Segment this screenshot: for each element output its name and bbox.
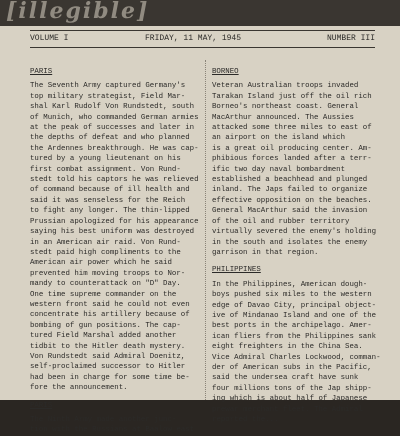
article-body [212,81,384,258]
text-line: said the undersea craft have sunk [212,374,359,383]
text-line: best ports in the archipelago. Amer- [212,322,372,331]
text-line: tured Field Marshal added another [30,332,177,341]
text-line: inland. The Japs failed to organize [212,186,368,195]
text-line: ican fliers from the Philippines sank [212,332,377,341]
text-line: garrison in that region. [212,248,319,257]
text-line: is a great oil producing center. Am- [212,144,372,153]
text-line: The Seventh Army captured Germany's [30,82,186,91]
text-line: of Munich, who commanded German armies [30,113,199,122]
left-column [30,67,200,435]
text-line: prevented him moving troops to Nor- [30,269,186,278]
text-line: in an American air raid. Von Rund- [30,238,181,247]
text-line: the Ardennes breakthrough. He was cap- [30,144,199,153]
text-line: in the south and isolates the enemy [212,238,368,247]
text-line: of command because of ill health and [30,186,190,195]
text-line: shal Karl Rudolf Von Rundstedt, south [30,103,195,112]
issue-date: FRIDAY, 11 MAY, 1945 [145,34,242,43]
text-line: eight freighters in the China Sea. [212,343,363,352]
text-line: stedt told his captors he was relieved [30,176,199,185]
text-line: In the Philippines, American dough- [212,280,368,289]
section-gap [212,258,384,265]
text-line: self-proclaimed successor to Hitler [30,363,186,372]
text-line: attacked some three miles to east of [212,124,372,133]
text-line: Von Rundstedt said Admiral Doenitz, [30,352,186,361]
text-line: had been in charge for some time be- [30,373,190,382]
column-divider [205,60,206,400]
text-line: virtually severed the enemy's holding [212,228,377,237]
text-line: western front said he could not even [30,300,190,309]
text-line: established a beachhead and plunged [212,176,368,185]
section-heading: BORNEO [212,68,239,76]
text-line: One time supreme commander on the [30,290,177,299]
text-line: der of American subs in the Pacific, [212,363,372,372]
text-line: first combat assignment. Von Rund- [30,165,181,174]
text-line: prewar merchant fleet. The Admiral [212,405,363,414]
text-line: Borneo's northeast coast. General [212,103,359,112]
section-heading: PHILIPPINES [212,266,261,275]
text-line: ific two day naval bombardment [212,165,346,174]
text-line: The Ninth Army made another junc- [30,416,177,424]
article-body [212,280,384,426]
article-body [30,81,200,393]
text-line: reported the... [212,416,279,424]
article-body [30,415,200,436]
text-line: American air power which he said [30,259,172,268]
text-line: phibious forces landed after a terr- [212,155,372,164]
text-line: four millions tons of the Jap shipp- [212,384,372,393]
text-line: said it was senseless for the Reich [30,196,186,205]
section-heading: PARIS [30,401,53,410]
text-line: stedt paid high compliments to the [30,248,181,257]
volume-label: VOLUME I [30,34,69,43]
text-line: effective opposition on the beaches. [212,196,372,205]
text-line: ive of Mindanao Island and one of the [212,311,377,320]
text-line: edge of Davao City, principal object- [212,301,377,310]
masthead [0,0,400,26]
text-line: MacArthur announced. The Aussies [212,113,354,122]
text-line: an airport on the island which [212,134,346,143]
text-line: at the peak of successes and later in [30,124,195,133]
text-line: boys pushed six miles to the western [212,291,372,300]
issue-number: NUMBER III [326,34,375,43]
text-line: fore the announcement. [30,384,128,393]
text-line: bombing of gun positions. The cap- [30,321,181,330]
text-line: tidbit to the Hitler death mystery. [30,342,186,351]
text-line: tured by a young lieutenant on his [30,155,181,164]
text-line: to fight any longer. The thin-lipped [30,207,190,216]
text-line: concentrate his artillery because of [30,311,190,320]
rule-top [30,30,375,31]
text-line: General MacArthur said the invasion [212,207,368,216]
text-line: saying his best uniform was destroyed [30,228,195,237]
text-line: tion with the Russians at Baalow east [30,426,195,435]
issue-line [30,33,375,45]
section-heading: PARIS [30,68,53,76]
text-line: Tarakan Island just off the oil rich [212,92,372,101]
rule-bottom [30,47,375,48]
text-line: ing which is about half of Japanese [212,395,368,404]
right-column [212,67,384,424]
text-line: mandy to counterattack on "D" Day. [30,280,181,289]
text-line: of the oil and rubber territory [212,217,350,226]
masthead-title: [illegible] [6,0,150,24]
text-line: the depths of defeat and who planned [30,134,190,143]
text-line: top military strategist, Field Mar- [30,92,186,101]
text-line: Vice Admiral Charles Lockwood, comman- [212,353,381,362]
text-line: Veteran Australian troops invaded [212,82,359,91]
text-line: Prussian apologized for his appearance [30,217,199,226]
section-gap [30,394,200,401]
